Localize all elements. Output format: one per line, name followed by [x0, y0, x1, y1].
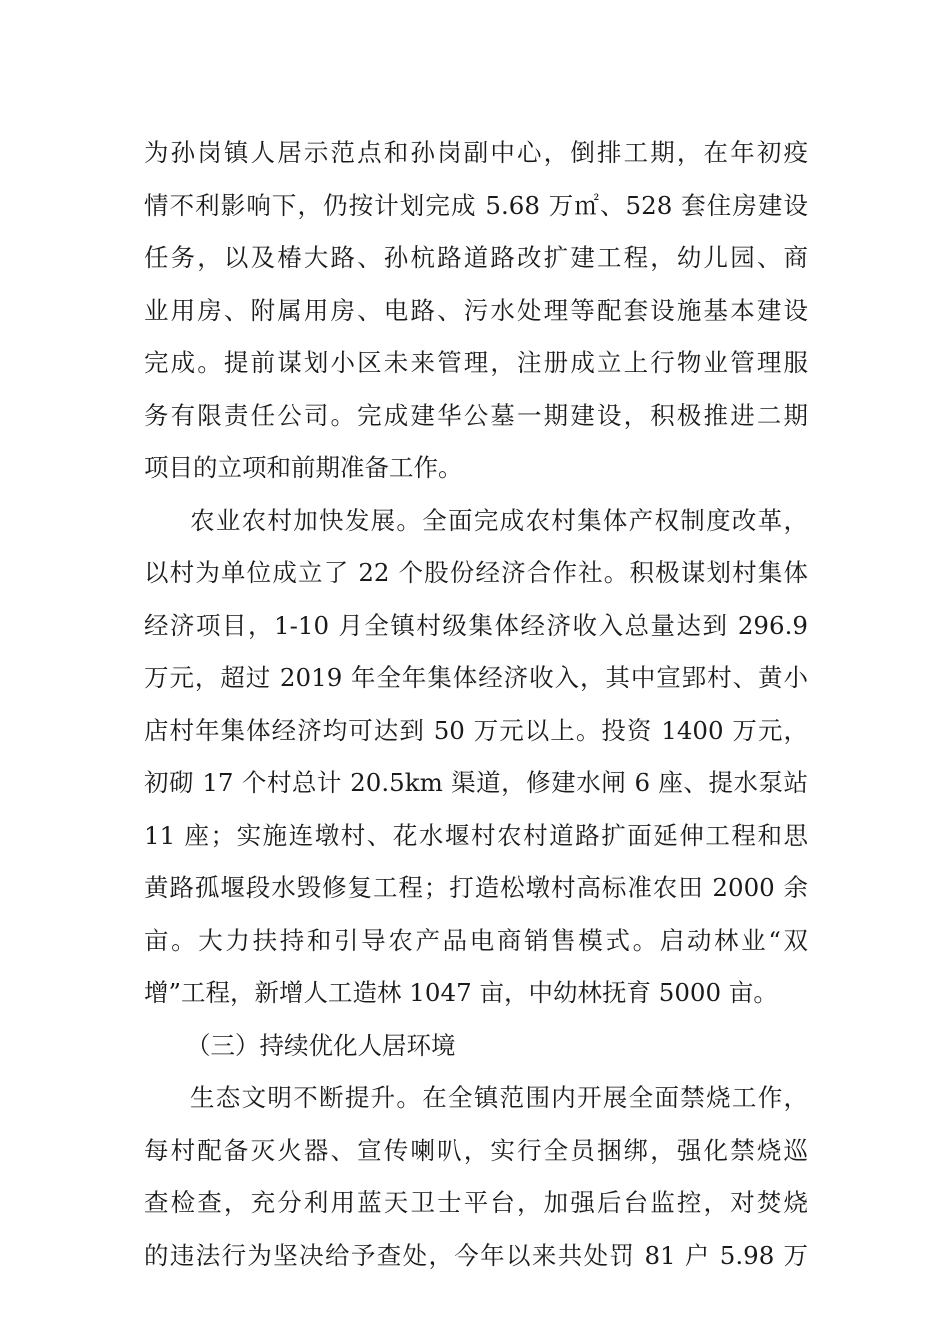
- text-line: 完成。提前谋划小区未来管理，注册成立上行物业管理服: [144, 348, 808, 377]
- text-line: 的违法行为坚决给予查处，今年以来共处罚 81 户 5.98 万: [144, 1240, 808, 1270]
- text-line: 11 座；实施连墩村、花水堰村农村道路扩面延伸工程和思: [144, 820, 808, 850]
- text-line: 经济项目，1-10 月全镇村级集体经济收入总量达到 296.9: [144, 610, 808, 640]
- text-line: 业用房、附属用房、电路、污水处理等配套设施基本建设: [144, 295, 808, 325]
- text-line: 每村配备灭火器、宣传喇叭，实行全员捆绑，强化禁烧巡: [144, 1135, 808, 1165]
- text-line: 店村年集体经济均可达到 50 万元以上。投资 1400 万元，: [144, 715, 808, 745]
- text-line: 情不利影响下，仍按计划完成 5.68 万㎡、528 套住房建设: [144, 190, 808, 220]
- text-line: 为孙岗镇人居示范点和孙岗副中心，倒排工期，在年初疫: [144, 138, 808, 167]
- section-heading-text: （三）持续优化人居环境: [186, 1030, 456, 1060]
- text-line: 以村为单位成立了 22 个股份经济合作社。积极谋划村集体: [144, 558, 808, 587]
- paragraph-agriculture-development: [144, 495, 808, 1020]
- text-line: 增”工程，新增人工造林 1047 亩，中幼林抚育 5000 亩。: [144, 978, 778, 1007]
- text-line: 项目的立项和前期准备工作。: [144, 453, 463, 482]
- text-line: 亩。大力扶持和引导农产品电商销售模式。启动林业“双: [144, 925, 808, 955]
- text-line: 万元，超过 2019 年全年集体经济收入，其中宣郢村、黄小: [144, 663, 808, 692]
- text-line: 生态文明不断提升。在全镇范围内开展全面禁烧工作，: [190, 1083, 808, 1112]
- text-line: 务有限责任公司。完成建华公墓一期建设，积极推进二期: [144, 400, 808, 430]
- paragraph-housing-construction: [144, 127, 808, 495]
- text-line: 黄路孤堰段水毁修复工程；打造松墩村高标准农田 2000 余: [144, 873, 808, 902]
- document-body: [144, 127, 808, 1282]
- text-line: 初砌 17 个村总计 20.5km 渠道，修建水闸 6 座、提水泵站: [144, 768, 808, 797]
- text-line: 任务，以及椿大路、孙杭路道路改扩建工程，幼儿园、商: [144, 243, 808, 272]
- paragraph-ecological-civilization: [144, 1072, 808, 1282]
- text-line: 查检查，充分利用蓝天卫士平台，加强后台监控，对焚烧: [144, 1188, 808, 1217]
- text-line: 农业农村加快发展。全面完成农村集体产权制度改革，: [190, 505, 808, 535]
- section-heading: [144, 1020, 808, 1073]
